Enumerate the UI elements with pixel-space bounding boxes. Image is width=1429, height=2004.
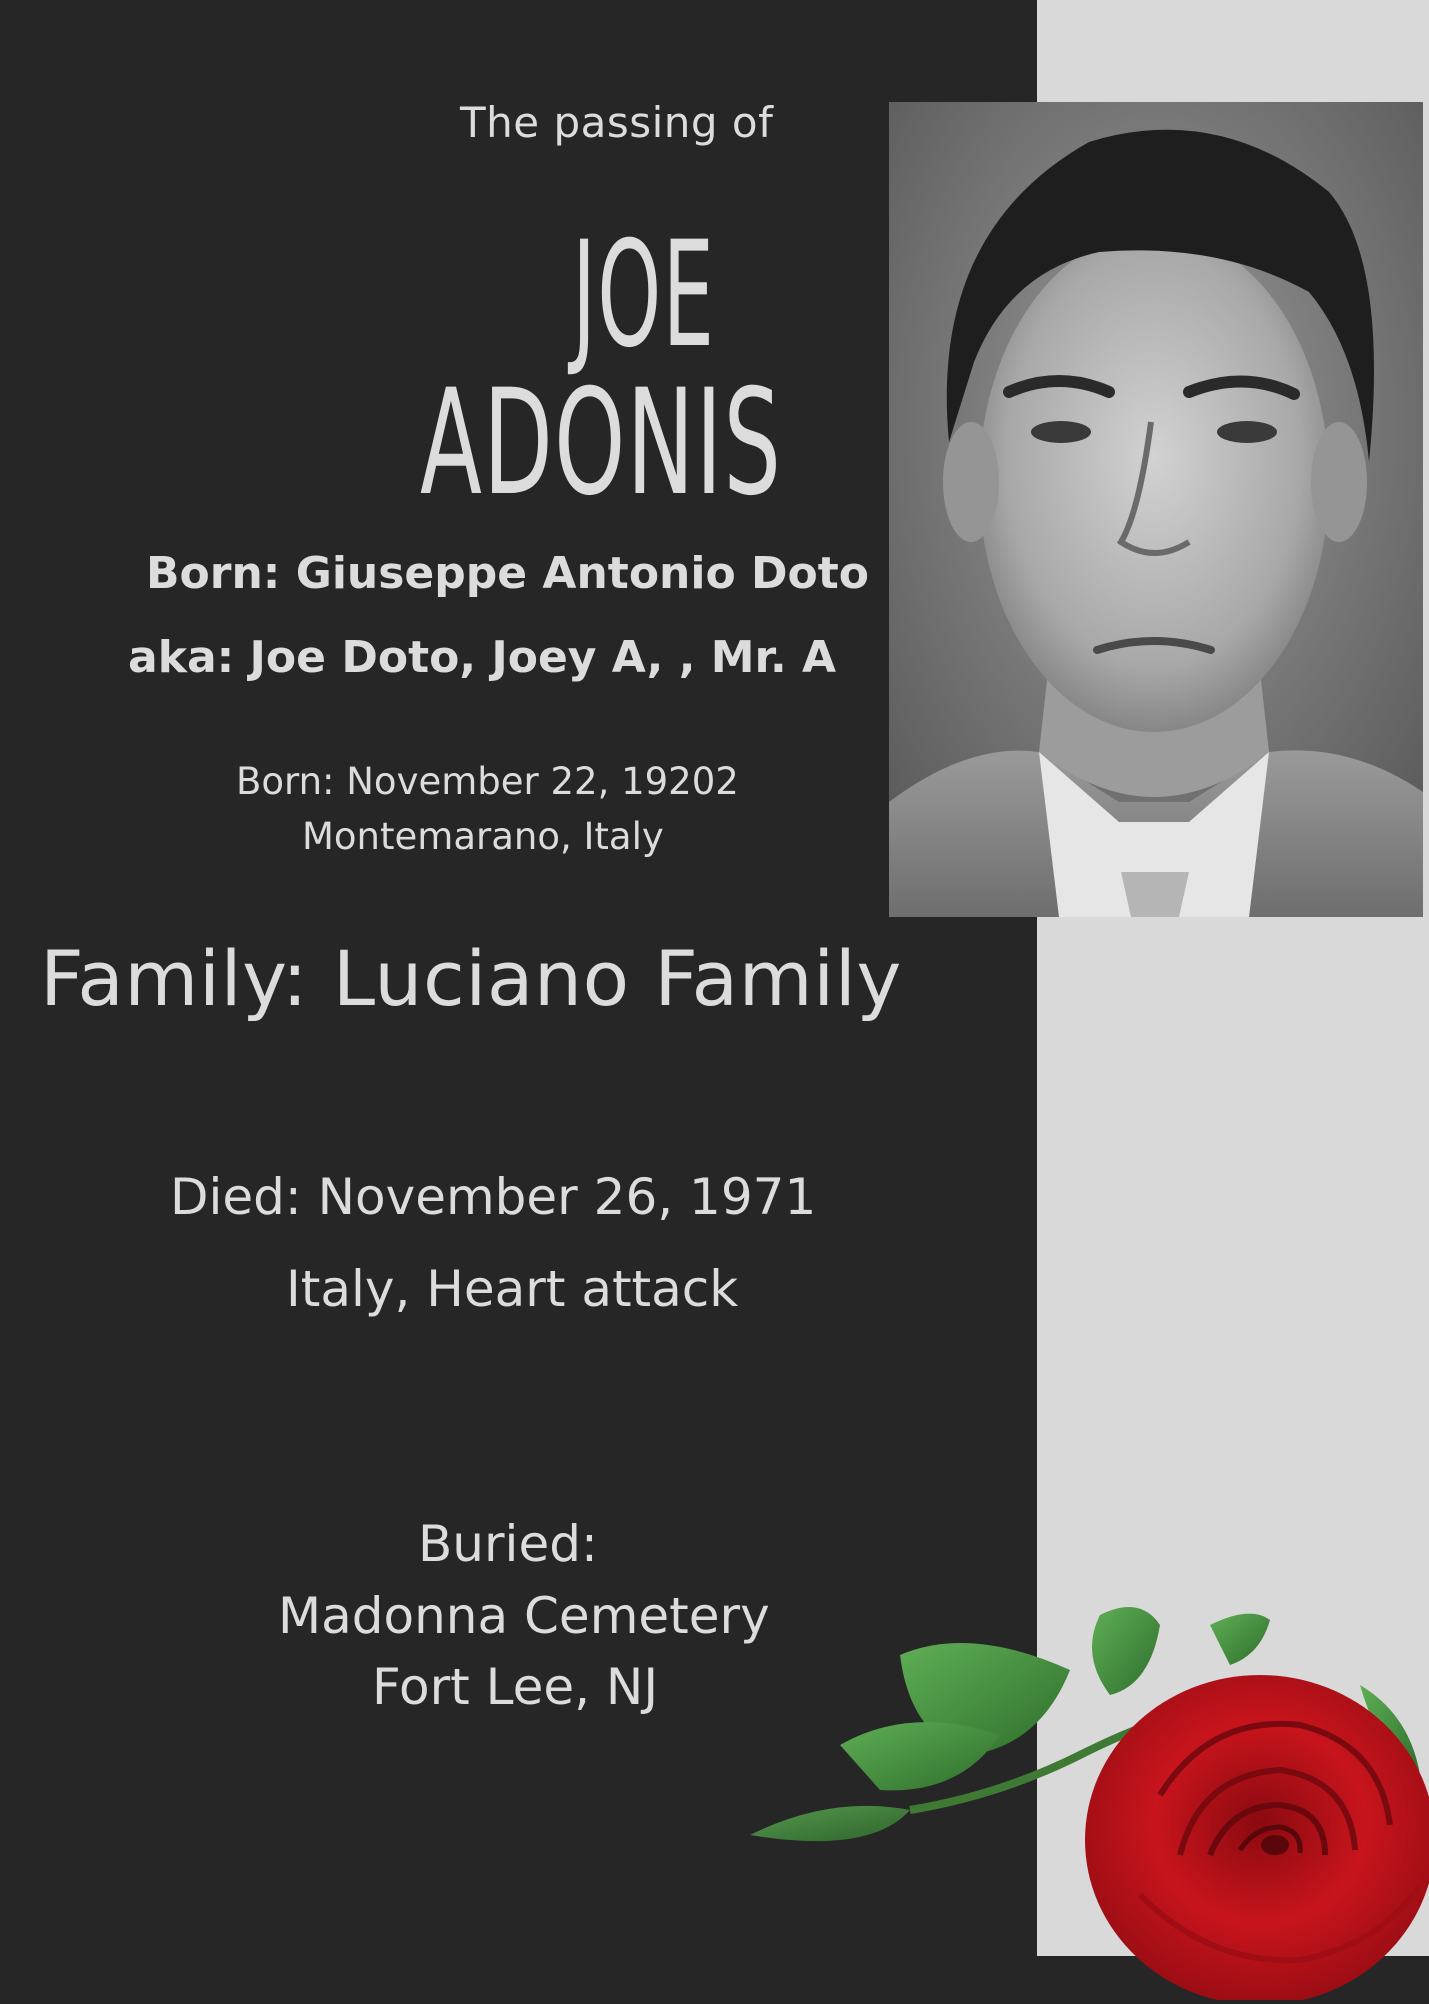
burial-location: Fort Lee, NJ <box>372 1658 659 1716</box>
family-text: Family: Luciano Family <box>40 934 902 1023</box>
aka-text: aka: Joe Doto, Joey A, , Mr. A <box>128 632 837 683</box>
birth-place-text: Montemarano, Italy <box>302 815 664 858</box>
portrait-photo <box>889 102 1423 917</box>
death-date-text: Died: November 26, 1971 <box>170 1168 817 1226</box>
last-name-title: ADONIS <box>420 358 783 528</box>
rose-image <box>740 1595 1429 2000</box>
death-details-text: Italy, Heart attack <box>286 1260 739 1318</box>
burial-label: Buried: <box>418 1515 598 1573</box>
first-name-title: JOE <box>572 210 716 380</box>
intro-text: The passing of <box>460 98 774 147</box>
birth-name-text: Born: Giuseppe Antonio Doto <box>146 548 870 599</box>
cemetery-name: Madonna Cemetery <box>278 1587 770 1645</box>
birth-date-text: Born: November 22, 19202 <box>236 760 739 803</box>
